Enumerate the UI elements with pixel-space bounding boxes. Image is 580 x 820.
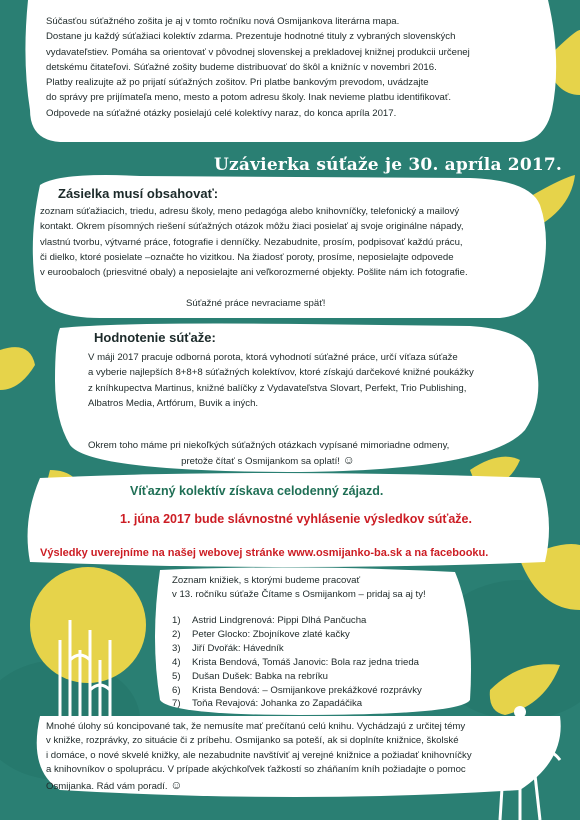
list-item-title: Krista Bendová, Tomáš Janovic: Bola raz jedna trieda	[192, 656, 419, 668]
list-item-title: Astrid Lindgrenová: Pippi Dlhá Pančucha	[192, 615, 367, 626]
intro-line: detskému čitateľovi. Súťažné zošity budeme distribuovať do škôl a knižníc v novembri 2016.	[46, 61, 437, 73]
list-item-title: Peter Glocko: Zbojníkove zlaté kačky	[192, 628, 350, 640]
books-intro	[172, 574, 426, 602]
intro-line: Platby realizujte až po prijatí súťažných zošitov. Pri platbe bankovým prevodom, uvádzajte	[46, 77, 429, 89]
intro-line: do správy pre prijímateľa meno, mesto a potom adresu školy. Inak nevieme platbu identifikovať.	[46, 92, 452, 104]
sun-shape	[30, 567, 146, 683]
list-item-number: 7)	[172, 698, 181, 710]
outro-line: Mnohé úlohy sú koncipované tak, že nemusíte mať prečítanú celú knihu. Vychádzajú z určitej témy	[46, 721, 466, 732]
evaluation-paragraph	[88, 350, 474, 411]
no-return-note: Súťažné práce nevraciame späť!	[186, 298, 326, 309]
shipment-line: zoznam súťažiacich, triedu, adresu školy, meno pedagóga alebo knihovníčky, telefonický a mailový	[40, 206, 460, 217]
books-intro-line: Zoznam knižiek, s ktorými budeme pracovať	[172, 575, 361, 586]
evaluation-line: z kníhkupectva Martinus, knižné balíčky z Vydavateľstva Slovart, Perfekt, Trio Publishing,	[88, 382, 467, 394]
outro-line: a knihovníkov o spoluprácu. V prípade akýchkoľvek ťažkostí so zháňaním kníh požiadajte o pomoc	[46, 764, 466, 776]
bonus-line-text: pretože čítať s Osmijankom sa oplatí!	[181, 456, 340, 468]
intro-line: Dostane ju každý súťažiaci kolektív zdarma. Prezentuje hodnotné tituly z vybraných slovenských	[46, 31, 456, 43]
bonus-paragraph	[88, 438, 448, 470]
list-item-number: 3)	[172, 642, 181, 654]
outro-line	[46, 778, 472, 794]
list-item-number: 4)	[172, 656, 181, 668]
list-item	[172, 656, 422, 670]
intro-line: Súčasťou súťažného zošita je aj v tomto ročníku nová Osmijankova literárna mapa.	[46, 16, 400, 27]
outro-line: v knižke, rozprávky, zo situácie či z príbehu. Osmijanko sa poteší, ak si doplníte knižnice, školské	[46, 735, 459, 747]
intro-line: vydavateľstiev. Pomáha sa orientovať v pôvodnej slovenskej a prekladovej knižnej produkcii určenej	[46, 46, 470, 58]
intro-line: Odpovede na súťažné otázky posielajú celé kolektívy naraz, do konca apríla 2017.	[46, 107, 397, 119]
evaluation-line: a vyberie najlepších 8+8+8 súťažných kolektívov, ktoré získajú darčekové knižné poukážky	[88, 367, 474, 379]
books-intro-line: v 13. ročníku súťaže Čítame s Osmijankom – pridaj sa aj ty!	[172, 589, 426, 600]
bonus-line: Okrem toho máme pri niekoľkých súťažných otázkach vypísané mimoriadne odmeny,	[88, 440, 450, 451]
list-item-number: 5)	[172, 670, 181, 682]
shipment-line: v euroobaloch (priesvitné obaly) a neposielajte ani veľkorozmerné objekty. Pošlite nám ich fotografie.	[40, 267, 468, 279]
list-item-title: Jiří Dvořák: Hávedník	[192, 642, 284, 654]
bonus-line	[88, 453, 448, 469]
list-item	[172, 628, 422, 642]
list-item-title: Krista Bendová: – Osmijankove prekážkové rozprávky	[192, 684, 422, 696]
outro-line: i domáce, o nové skvelé knižky, ale nezabudnite navštíviť aj verejné knižnice a požiadať knihovníčky	[46, 749, 472, 761]
outro-line-text: Osmijanka. Rád vám poradí.	[46, 780, 168, 792]
smiley-icon: ☺	[170, 777, 183, 792]
shipment-paragraph	[40, 204, 468, 280]
results-text: Výsledky uverejníme na našej webovej stránke www.osmijanko-ba.sk a na facebooku.	[40, 547, 489, 559]
evaluation-line: V máji 2017 pracuje odborná porota, ktorá vyhodnotí súťažné práce, určí víťaza súťaže	[88, 352, 458, 363]
book-list	[172, 614, 422, 711]
list-item	[172, 642, 422, 656]
list-item-title: Dušan Dušek: Babka na rebríku	[192, 670, 328, 682]
list-item-number: 1)	[172, 615, 181, 626]
list-item-number: 2)	[172, 628, 181, 640]
shipment-heading: Zásielka musí obsahovať:	[58, 186, 219, 201]
list-item	[172, 670, 422, 684]
ceremony-text: 1. júna 2017 bude slávnostné vyhlásenie výsledkov súťaže.	[120, 512, 472, 526]
list-item-number: 6)	[172, 684, 181, 696]
smiley-icon: ☺	[342, 453, 355, 468]
list-item	[172, 614, 422, 628]
list-item	[172, 697, 422, 711]
shipment-line: či dielko, ktoré posielate –označte ho vizitkou. Na žiadosť poroty, prosíme, neposielajte odpovede	[40, 251, 454, 263]
evaluation-line: Albatros Media, Artfórum, Buvik a iných.	[88, 397, 259, 409]
list-item	[172, 684, 422, 698]
outro-paragraph	[46, 720, 472, 794]
list-item-title: Toňa Revajová: Johanka zo Zapadáčika	[192, 698, 363, 710]
shipment-line: vlastnú tvorbu, výtvarné práce, fotografie i denníčky. Nezabudnite, prosím, podpisovať každú prácu,	[40, 236, 463, 248]
intro-paragraph	[46, 14, 470, 121]
shipment-line: kontakt. Okrem písomných riešení súťažných otázok môžu žiaci posielať aj svoje originálne nápady,	[40, 221, 464, 233]
prize-text: Víťazný kolektív získava celodenný zájazd.	[130, 484, 384, 498]
deadline-banner: Uzávierka súťaže je 30. apríla 2017.	[214, 155, 563, 175]
evaluation-heading: Hodnotenie súťaže:	[94, 330, 216, 345]
